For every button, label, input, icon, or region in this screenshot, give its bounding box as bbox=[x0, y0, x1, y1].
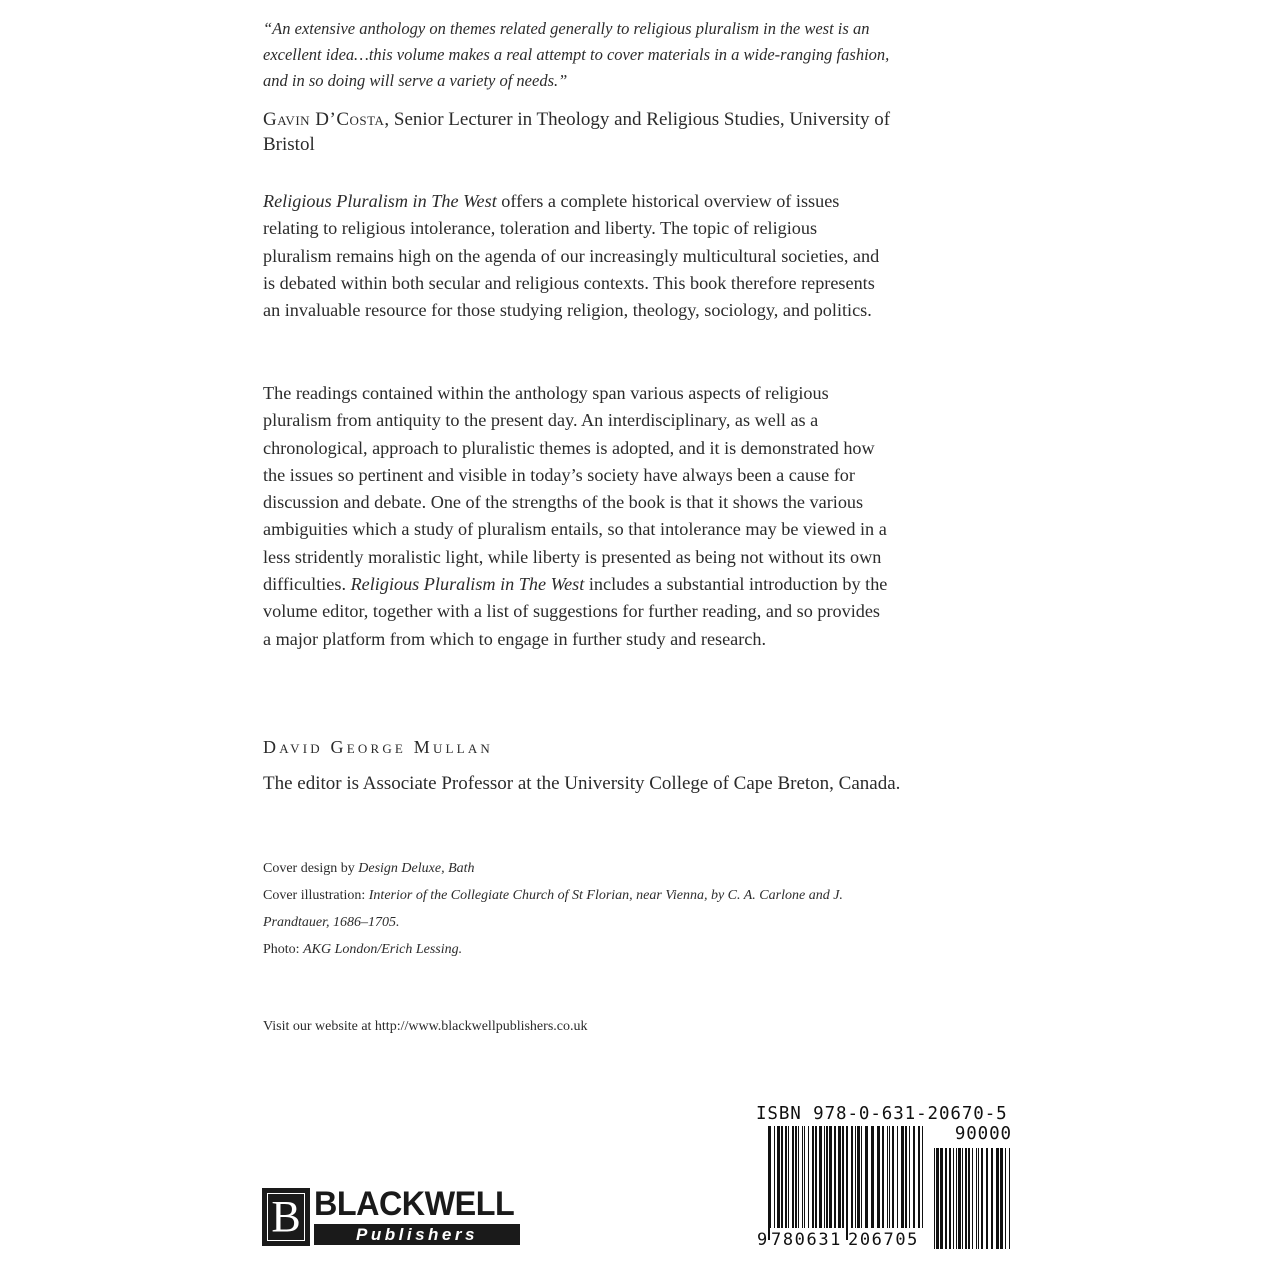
photo-label: Photo: bbox=[263, 942, 304, 957]
barcode-bar bbox=[981, 1148, 983, 1249]
barcode-bar bbox=[936, 1148, 939, 1249]
barcode-bar bbox=[996, 1148, 999, 1249]
barcode-bar bbox=[785, 1126, 787, 1230]
isbn-barcode bbox=[756, 1104, 1012, 1249]
barcode-bar bbox=[871, 1126, 874, 1230]
barcode-bar bbox=[774, 1126, 775, 1230]
barcode-bar bbox=[1005, 1148, 1006, 1249]
paragraph-2-start: The readings contained within the anthology span various aspects of religious pluralism from antiquity to the present day. An interdisciplinary, as well as a chronological, approach to pluralistic themes is adopted, and it is demonstrated how the issues so pertinent and visible in today’s society have always been a cause for discussion and debate. One of the strengths of the book is that it shows the various ambiguities which a study of pluralism entails, so that intolerance may be viewed in a less stridently moralistic light, while liberty is presented as being not without its own difficulties. bbox=[263, 383, 887, 595]
barcode-bar bbox=[802, 1126, 803, 1230]
quote-author: Gavin D’Costa bbox=[263, 109, 385, 130]
barcode-bar bbox=[788, 1126, 789, 1230]
barcode-bar bbox=[842, 1126, 844, 1230]
editor-bio: The editor is Associate Professor at the University College of Cape Breton, Canada. bbox=[263, 773, 901, 794]
review-quote: “An extensive anthology on themes related generally to religious pluralism in the west is an excellent idea…this volume makes a real attempt to cover materials in a wide-ranging fashion, and in so doing will serve a variety of needs.” bbox=[263, 19, 890, 90]
description-paragraph-1 bbox=[263, 188, 888, 324]
barcode-bar bbox=[851, 1126, 853, 1230]
barcode-bar bbox=[808, 1126, 809, 1230]
barcode-bar bbox=[861, 1126, 862, 1230]
logo-subtitle: Publishers bbox=[356, 1225, 478, 1244]
cover-illustration-label: Cover illustration: bbox=[263, 888, 369, 903]
barcode-bar bbox=[901, 1126, 904, 1230]
barcode-bar bbox=[1009, 1148, 1010, 1249]
barcode-bar bbox=[892, 1126, 894, 1230]
logo-wordmark: BLACKWELL bbox=[314, 1185, 515, 1223]
barcode-bar bbox=[976, 1148, 977, 1249]
cover-illustration-credit bbox=[263, 882, 903, 936]
cover-design-value: Design Deluxe, Bath bbox=[358, 861, 475, 876]
barcode-bar bbox=[882, 1126, 884, 1230]
barcode-bar bbox=[913, 1126, 915, 1230]
barcode-bar bbox=[949, 1148, 951, 1249]
barcode-bar bbox=[905, 1126, 907, 1230]
barcode-bar bbox=[795, 1126, 797, 1230]
book-title-inline: Religious Pluralism in The West bbox=[350, 574, 585, 595]
cover-credits bbox=[263, 855, 903, 963]
barcode-bar bbox=[922, 1126, 923, 1240]
barcode-bars bbox=[756, 1104, 1012, 1249]
barcode-bar bbox=[824, 1126, 825, 1230]
logo-mark bbox=[262, 1188, 310, 1246]
description-paragraph-2 bbox=[263, 380, 888, 653]
barcode-bar bbox=[865, 1126, 868, 1230]
addon-barcode bbox=[934, 1148, 1010, 1249]
price-addon-number: 90000 bbox=[954, 1124, 1012, 1144]
quote-attribution bbox=[263, 107, 903, 157]
barcode-bar bbox=[968, 1148, 970, 1249]
logo-mark-letter: B bbox=[267, 1193, 305, 1241]
barcode-bar bbox=[953, 1148, 954, 1249]
barcode-bar bbox=[798, 1126, 799, 1230]
barcode-bar bbox=[846, 1126, 848, 1240]
barcode-bar bbox=[855, 1126, 856, 1230]
book-title: Religious Pluralism in The West bbox=[263, 191, 497, 211]
paragraph-1-text: offers a complete historical overview of issues relating to religious intolerance, toleration and liberty. The topic of religious pluralism remains high on the agenda of our increasingly multicultural societies, and is debated within both secular and religious contexts. This book therefore represents an invaluable resource for those studying religion, theology, sociology, and politics. bbox=[263, 191, 880, 321]
barcode-bar bbox=[965, 1148, 967, 1249]
photo-credit bbox=[263, 936, 903, 963]
barcode-bar bbox=[978, 1148, 979, 1249]
barcode-bar bbox=[768, 1126, 771, 1240]
barcode-bar bbox=[815, 1126, 817, 1230]
main-barcode bbox=[768, 1126, 923, 1240]
cover-design-credit bbox=[263, 855, 903, 882]
barcode-bar bbox=[958, 1148, 961, 1249]
barcode-bar bbox=[834, 1126, 836, 1230]
paragraph-2-end: includes a substantial introduction by the volume editor, together with a list of suggestions for further reading, and so provides a major platform from which to engage in further study and research. bbox=[263, 574, 888, 649]
barcode-digit-lead: 9 bbox=[757, 1230, 768, 1249]
barcode-bar bbox=[829, 1126, 832, 1230]
barcode-bar bbox=[897, 1126, 898, 1230]
barcode-bar bbox=[781, 1126, 783, 1230]
barcode-bar bbox=[777, 1126, 780, 1230]
barcode-bar bbox=[838, 1126, 841, 1230]
photo-value: AKG London/Erich Lessing. bbox=[303, 942, 463, 957]
editor-name: David George Mullan bbox=[263, 737, 493, 757]
quote-author-title: , Senior Lecturer in Theology and Religious Studies, University of Bristol bbox=[263, 109, 891, 155]
barcode-bar bbox=[819, 1126, 822, 1230]
barcode-bar bbox=[877, 1126, 880, 1230]
barcode-bar bbox=[887, 1126, 888, 1230]
cover-design-label: Cover design by bbox=[263, 861, 359, 876]
barcode-digits-left: 780631 bbox=[771, 1230, 843, 1249]
barcode-bar bbox=[940, 1148, 943, 1249]
barcode-bar bbox=[986, 1148, 988, 1249]
barcode-bar bbox=[1000, 1148, 1003, 1249]
publisher-logo bbox=[262, 1185, 522, 1246]
barcode-bar bbox=[826, 1126, 828, 1230]
barcode-bar bbox=[857, 1126, 860, 1230]
barcode-bar bbox=[945, 1148, 947, 1249]
isbn-number: ISBN 978-0-631-20670-5 bbox=[756, 1104, 1008, 1124]
barcode-bar bbox=[909, 1126, 910, 1230]
barcode-bar bbox=[956, 1148, 957, 1249]
barcode-bar bbox=[991, 1148, 993, 1249]
barcode-bar bbox=[972, 1148, 973, 1249]
barcode-digits-right: 206705 bbox=[848, 1230, 920, 1249]
barcode-bar bbox=[962, 1148, 963, 1249]
barcode-bar bbox=[889, 1126, 890, 1230]
barcode-bar bbox=[804, 1126, 805, 1230]
cover-illustration-value: Interior of the Collegiate Church of St Florian, near Vienna, by C. A. Carlone and J. Prandtauer, 1686–1705. bbox=[263, 888, 843, 930]
barcode-bar bbox=[792, 1126, 794, 1230]
barcode-bar bbox=[934, 1148, 935, 1249]
barcode-bar bbox=[918, 1126, 920, 1230]
website-link: Visit our website at http://www.blackwellpublishers.co.uk bbox=[263, 1019, 588, 1034]
barcode-bar bbox=[812, 1126, 814, 1230]
